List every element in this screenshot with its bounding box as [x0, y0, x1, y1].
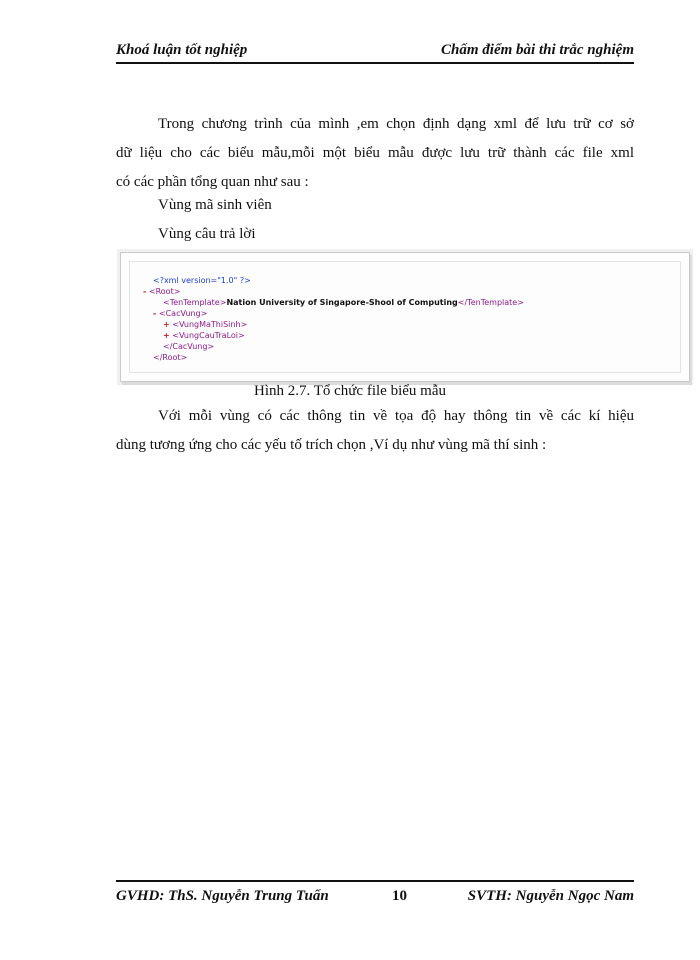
xml-line [143, 308, 524, 319]
xml-text: Nation University of Singapore-Shool of Computing [226, 298, 458, 307]
collapse-toggle: - [143, 287, 147, 296]
paragraph-line: dữ liệu cho các biểu mẫu,mỗi một biểu mẫu được lưu trữ thành các file xml [116, 145, 634, 161]
expand-toggle: + [163, 331, 170, 340]
xml-figure [120, 252, 690, 382]
expand-toggle: + [163, 320, 170, 329]
xml-tag: <Root> [148, 287, 181, 296]
intro-paragraph [116, 110, 634, 197]
paragraph-line: dùng tương ứng cho các yếu tố trích chọn ,Ví dụ như vùng mã thí sinh : [116, 437, 547, 453]
xml-code [143, 275, 524, 363]
xml-line [143, 275, 524, 286]
page-number: 10 [392, 888, 407, 904]
footer-student: SVTH: Nguyễn Ngọc Nam [467, 888, 634, 904]
xml-tag: </TenTemplate> [457, 298, 524, 307]
xml-declaration: <?xml version="1.0" ?> [153, 276, 251, 285]
list-item-student-id-area: Vùng mã sinh viên [158, 197, 272, 213]
xml-line [143, 319, 524, 330]
footer-advisor: GVHD: ThS. Nguyễn Trung Tuấn [116, 888, 329, 904]
xml-line [143, 297, 524, 308]
xml-tag: <VungMaThiSinh> [172, 320, 248, 329]
xml-tag: </CacVung> [163, 342, 215, 351]
xml-tag: <VungCauTraLoi> [172, 331, 245, 340]
xml-tag: <CacVung> [158, 309, 208, 318]
page-footer [116, 880, 634, 912]
figure-caption: Hình 2.7. Tổ chức file biểu mẫu [254, 383, 446, 399]
paragraph-line: Với mỗi vùng có các thông tin về tọa độ hay thông tin về các kí hiệu [158, 408, 634, 424]
xml-tag: <TenTemplate> [163, 298, 227, 307]
xml-line [143, 330, 524, 341]
second-paragraph [116, 402, 634, 460]
list-item-answer-area: Vùng câu trả lời [158, 226, 256, 242]
collapse-toggle: - [153, 309, 157, 318]
paragraph-line: Trong chương trình của mình ,em chọn định dạng xml để lưu trữ cơ sở [158, 116, 634, 132]
header-title-left: Khoá luận tốt nghiệp [116, 42, 248, 58]
header-title-right: Chấm điểm bài thi trắc nghiệm [441, 42, 634, 58]
xml-line [143, 286, 524, 297]
page-header [116, 40, 634, 64]
xml-tag: </Root> [153, 353, 188, 362]
paragraph-line: có các phần tổng quan như sau : [116, 174, 309, 190]
xml-line [143, 341, 524, 352]
xml-line [143, 352, 524, 363]
